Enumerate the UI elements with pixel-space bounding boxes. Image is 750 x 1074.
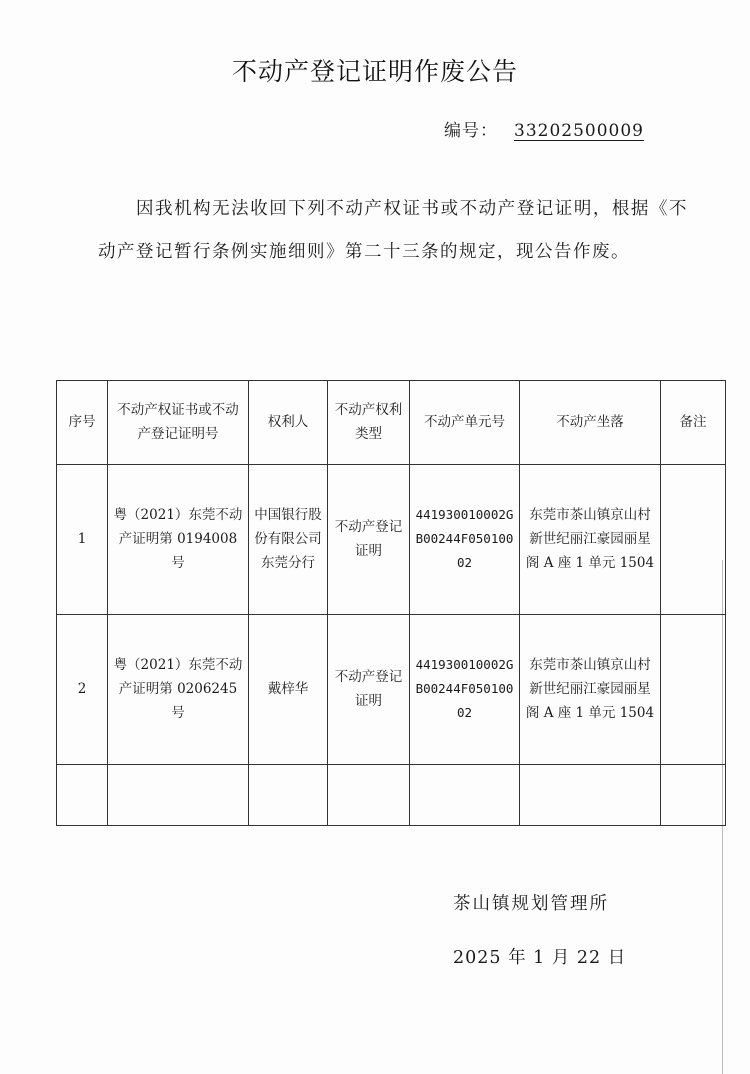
document-number-value: 33202500009 [514, 121, 644, 141]
table-row [57, 614, 726, 764]
header-cell [108, 381, 249, 465]
right-type [328, 614, 410, 764]
document-number-label: 编号： [444, 121, 498, 141]
right-holder [249, 614, 328, 764]
certificate-number [108, 614, 249, 764]
right-type-text: 不动产登记证明 [334, 519, 403, 560]
header-cell-text: 不动产权证书或不动产登记证明号 [117, 402, 239, 443]
property-location-text: 东莞市茶山镇京山村新世纪丽江豪园丽星阁 A 座 1 单元 1504 [525, 657, 655, 722]
header-cell: 不动产坐落 [520, 381, 661, 465]
issuing-authority: 茶山镇规划管理所 [453, 894, 609, 914]
empty-cell [410, 764, 520, 825]
table-header-row [57, 381, 726, 465]
header-cell: 不动产单元号 [410, 381, 520, 465]
right-holder-text: 戴梓华 [267, 681, 309, 698]
unit-number [410, 464, 520, 614]
remarks [661, 614, 726, 764]
certificate-number [108, 464, 249, 614]
property-location [520, 464, 661, 614]
header-cell: 权利人 [249, 381, 328, 465]
empty-cell [249, 764, 328, 825]
unit-number [410, 614, 520, 764]
empty-cell [328, 764, 410, 825]
unit-number-text: 441930010002GB00244F05010002 [415, 507, 514, 571]
row-number: 1 [57, 464, 108, 614]
void-certificate-table [56, 380, 726, 826]
page-title: 不动产登记证明作废公告 [231, 57, 518, 86]
empty-cell [57, 764, 108, 825]
right-holder-text: 中国银行股份有限公司东莞分行 [254, 507, 322, 572]
unit-number-text: 441930010002GB00244F05010002 [415, 657, 514, 721]
right-holder [249, 464, 328, 614]
announcement-body: 因我机构无法收回下列不动产权证书或不动产登记证明，根据《不动产登记暂行条例实施细则》第二十三条的规定，现公告作废。 [98, 199, 688, 262]
header-cell-text: 不动产权利类型 [334, 402, 403, 443]
table-row [57, 464, 726, 614]
issue-date: 2025 年 1 月 22 日 [453, 948, 627, 968]
property-location [520, 614, 661, 764]
header-cell [328, 381, 410, 465]
document-number [444, 116, 644, 141]
row-number: 2 [57, 614, 108, 764]
empty-cell [520, 764, 661, 825]
right-type-text: 不动产登记证明 [334, 669, 403, 710]
property-location-text: 东莞市茶山镇京山村新世纪丽江豪园丽星阁 A 座 1 单元 1504 [525, 507, 655, 572]
header-cell: 序号 [57, 381, 108, 465]
certificate-number-text: 粤（2021）东莞不动产证明第 0206245 号 [113, 657, 243, 722]
right-type [328, 464, 410, 614]
empty-cell [108, 764, 249, 825]
empty-cell [661, 764, 726, 825]
certificate-number-text: 粤（2021）东莞不动产证明第 0194008 号 [113, 507, 243, 572]
table-row-empty [57, 764, 726, 825]
remarks [661, 464, 726, 614]
header-cell: 备注 [661, 381, 726, 465]
